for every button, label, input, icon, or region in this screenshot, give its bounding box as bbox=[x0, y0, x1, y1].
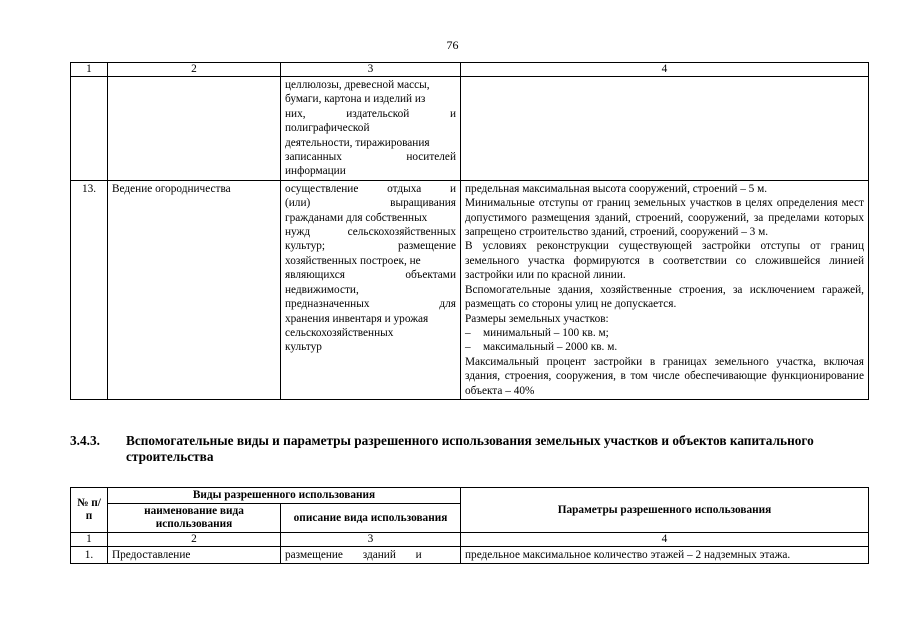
table-index-row bbox=[71, 63, 869, 77]
table-cell: 1 bbox=[71, 533, 108, 547]
table-cell: 3 bbox=[281, 533, 461, 547]
use-parameters: предельное максимальное количество этажей – 2 надземных этажа. bbox=[461, 547, 869, 564]
continuation-description-cell bbox=[281, 77, 461, 181]
table-cell bbox=[461, 77, 869, 181]
param-text: В условиях реконструкции существующей застройки отступы от границ земельного участка формируются в соответствии со сложившейся линией застройки или по красной линии. bbox=[465, 240, 864, 282]
row-number: 13. bbox=[71, 180, 108, 399]
text-line: полиграфической bbox=[285, 122, 370, 135]
param-text: предельная максимальная высота сооружений, строений – 5 м. bbox=[465, 182, 768, 195]
page-number: 76 bbox=[446, 38, 459, 52]
table-cell: 3 bbox=[281, 63, 461, 77]
table-cell bbox=[108, 77, 281, 181]
column-header-description: описание вида использования bbox=[281, 504, 461, 533]
text-line: них, издательской и bbox=[285, 107, 456, 120]
section-title: Вспомогательные виды и параметры разрешенного использования земельных участков и объектов капитального строительства bbox=[126, 433, 814, 464]
column-header-number: № п/п bbox=[71, 488, 108, 533]
param-text: Минимальные отступы от границ земельных участков в целях определения мест допустимого размещения зданий, строений, сооружений, за пределами которых запрещено строительство зданий, строений, сооружений – 3 м. bbox=[465, 197, 864, 239]
table-cell bbox=[71, 77, 108, 181]
text-line: деятельности, тиражирования bbox=[285, 136, 430, 149]
use-description: осуществление отдыха и (или) выращивания гражданами для собственных нужд сельскохозяйственных культур; размещение хозяйственных построек, не являющихся объектами недвижимости, предназначенных для хранения инвентаря и урожая сельскохозяйственных культур bbox=[281, 180, 461, 399]
column-group-header: Виды разрешенного использования bbox=[108, 488, 461, 504]
text-line: целлюлозы, древесной массы, bbox=[285, 79, 430, 91]
table-index-row bbox=[71, 533, 869, 547]
table-header-row bbox=[71, 488, 869, 504]
row-number: 1. bbox=[71, 547, 108, 564]
use-name: Ведение огородничества bbox=[108, 180, 281, 399]
param-text: Вспомогательные здания, хозяйственные строения, за исключением гаражей, размещать со стороны улиц не допускается. bbox=[465, 283, 864, 311]
list-item: – минимальный – 100 кв. м; bbox=[465, 326, 609, 339]
table-cell: 1 bbox=[71, 63, 108, 77]
param-text: Размеры земельных участков: bbox=[465, 312, 609, 325]
param-text: Максимальный процент застройки в границах земельного участка, включая здания, строения, сооружения, в том числе обеспечивающие функционирование объекта – 40% bbox=[465, 355, 864, 397]
table-cell: 4 bbox=[461, 533, 869, 547]
use-name: Предоставление bbox=[108, 547, 281, 564]
text-line: бумаги, картона и изделий из bbox=[285, 93, 426, 106]
auxiliary-use-table bbox=[70, 487, 869, 564]
text-line: записанных носителей bbox=[285, 151, 456, 164]
table-row bbox=[71, 180, 869, 399]
table-cell: 2 bbox=[108, 63, 281, 77]
table-cell: 4 bbox=[461, 63, 869, 77]
use-parameters bbox=[461, 180, 869, 399]
section-heading bbox=[70, 433, 870, 465]
land-use-table-main bbox=[70, 62, 869, 400]
column-header-params: Параметры разрешенного использования bbox=[461, 488, 869, 533]
text-line: информации bbox=[285, 165, 346, 178]
list-item: – максимальный – 2000 кв. м. bbox=[465, 341, 618, 354]
section-number: 3.4.3. bbox=[70, 433, 100, 448]
column-header-name: наименование вида использования bbox=[108, 504, 281, 533]
table-row bbox=[71, 547, 869, 564]
table-cell: 2 bbox=[108, 533, 281, 547]
table-row bbox=[71, 77, 869, 181]
use-description: размещение зданий и bbox=[281, 547, 461, 564]
